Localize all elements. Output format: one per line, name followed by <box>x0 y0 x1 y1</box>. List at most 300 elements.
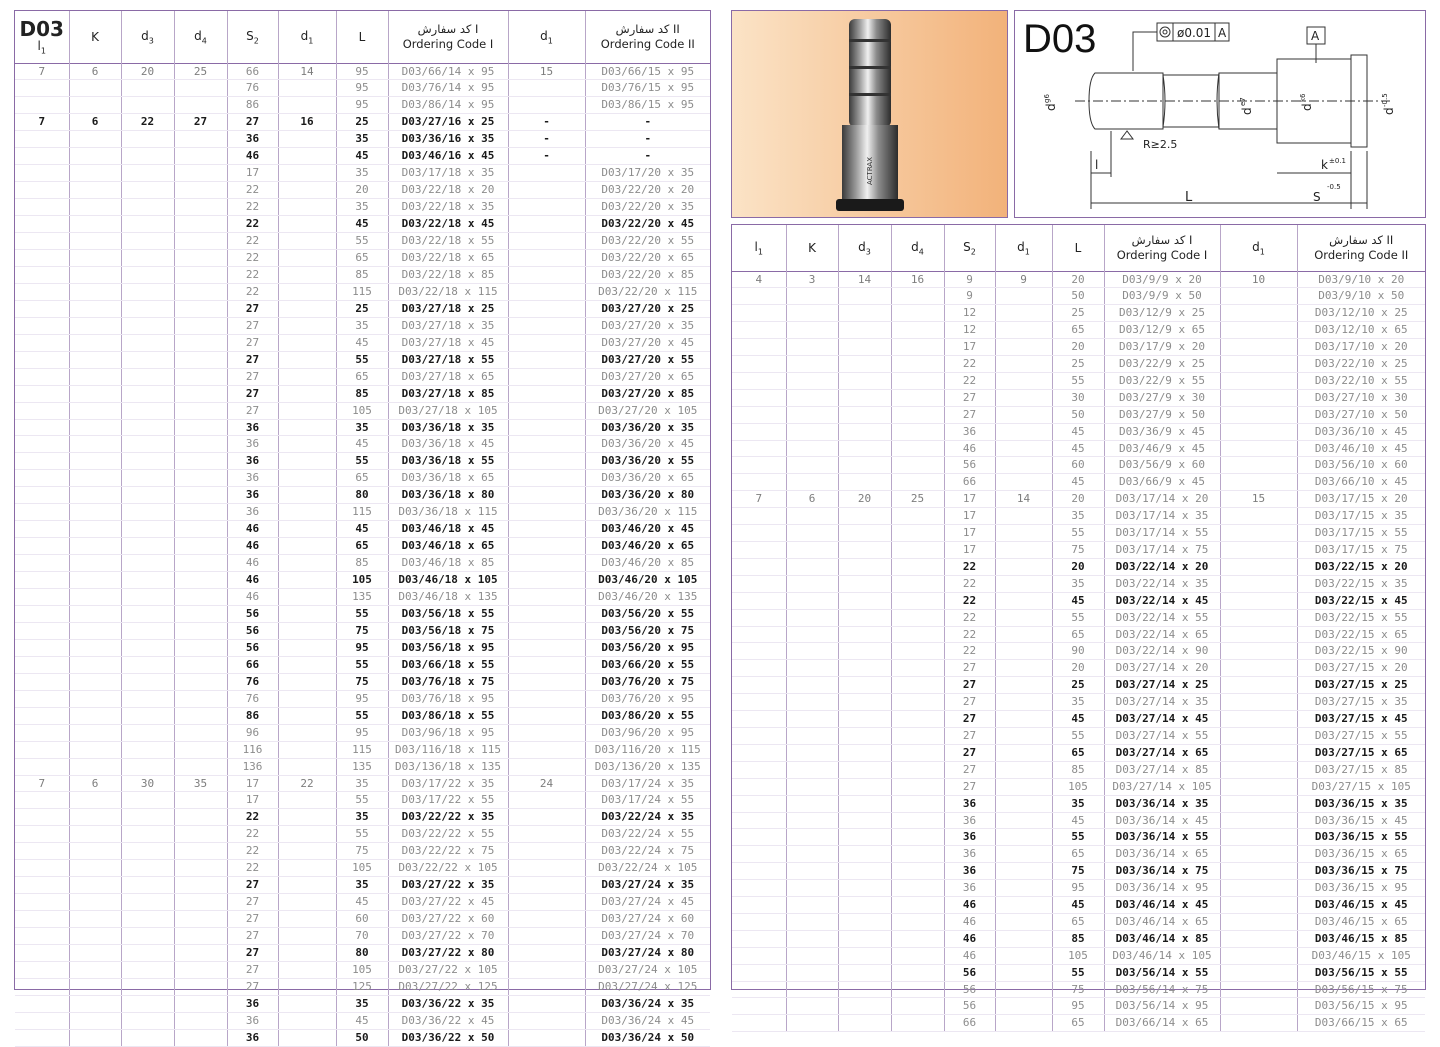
cell-k <box>786 897 838 914</box>
cell-code2: D03/27/24 x 60 <box>585 911 710 928</box>
cell-d3 <box>838 525 891 542</box>
cell-code1: D03/36/18 x 35 <box>388 419 508 436</box>
cell-code1: D03/12/9 x 25 <box>1104 305 1220 322</box>
table-row <box>732 744 1425 761</box>
cell-l1 <box>15 978 69 995</box>
cell-d4 <box>174 572 227 589</box>
cell-l: 65 <box>1052 1015 1104 1032</box>
table-row <box>732 981 1425 998</box>
table-row <box>732 964 1425 981</box>
L-dim: L <box>1185 190 1193 205</box>
cell-d1b <box>508 300 585 317</box>
cell-s2: 17 <box>227 775 278 792</box>
cell-s2: 36 <box>944 795 995 812</box>
cell-d1b <box>1220 592 1297 609</box>
cell-d1b <box>1220 356 1297 373</box>
cell-l: 25 <box>1052 677 1104 694</box>
d3-k6-sup: k6 <box>1299 93 1307 102</box>
cell-d1b <box>1220 609 1297 626</box>
cell-d3 <box>838 846 891 863</box>
cell-d1b <box>1220 322 1297 339</box>
cell-d1 <box>995 440 1052 457</box>
cell-s2: 36 <box>944 812 995 829</box>
cell-d1b <box>1220 829 1297 846</box>
cell-d3 <box>121 606 174 623</box>
cell-d3 <box>121 300 174 317</box>
cell-d3 <box>121 249 174 266</box>
cell-d3 <box>838 372 891 389</box>
cell-k <box>786 626 838 643</box>
cell-k: 6 <box>69 775 121 792</box>
table-row <box>15 792 710 809</box>
cell-d1 <box>278 707 336 724</box>
cell-l1 <box>15 690 69 707</box>
table-row <box>15 182 710 199</box>
cell-k: 6 <box>69 63 121 80</box>
table-row <box>15 894 710 911</box>
cell-s2: 46 <box>944 913 995 930</box>
cell-s2: 36 <box>227 419 278 436</box>
table-row <box>15 233 710 250</box>
cell-l: 95 <box>336 63 388 80</box>
cell-code2: D03/36/15 x 45 <box>1297 812 1425 829</box>
cell-code1: D03/22/14 x 45 <box>1104 592 1220 609</box>
table-row <box>15 148 710 165</box>
cell-k <box>786 542 838 559</box>
cell-d1b: - <box>508 148 585 165</box>
cell-l1 <box>15 385 69 402</box>
cell-d3 <box>838 947 891 964</box>
cell-d1 <box>278 317 336 334</box>
cell-d3 <box>121 131 174 148</box>
cell-code2: D03/27/15 x 65 <box>1297 744 1425 761</box>
cell-l1 <box>15 826 69 843</box>
cell-d4: 16 <box>891 271 944 288</box>
table-row <box>732 761 1425 778</box>
cell-l1 <box>15 589 69 606</box>
cell-k <box>69 741 121 758</box>
d3-label: d <box>858 239 866 254</box>
cell-l: 85 <box>336 266 388 283</box>
cell-l: 55 <box>336 453 388 470</box>
cell-code1: D03/116/18 x 115 <box>388 741 508 758</box>
cell-s2: 17 <box>944 339 995 356</box>
table-row <box>732 575 1425 592</box>
cell-l: 95 <box>1052 998 1104 1015</box>
cell-l: 95 <box>1052 880 1104 897</box>
cell-code2: D03/36/20 x 80 <box>585 487 710 504</box>
cell-d3 <box>838 778 891 795</box>
cell-l1 <box>15 894 69 911</box>
cell-d3 <box>121 538 174 555</box>
l1-label: l <box>754 239 758 254</box>
table-row <box>732 508 1425 525</box>
right-table-body <box>732 271 1425 1032</box>
cell-d1b <box>508 741 585 758</box>
cell-d1 <box>278 962 336 979</box>
s2-sub: 2 <box>253 35 259 45</box>
cell-s2: 22 <box>227 843 278 860</box>
cell-k <box>69 690 121 707</box>
cell-code1: D03/22/14 x 65 <box>1104 626 1220 643</box>
cell-d1 <box>995 389 1052 406</box>
cell-d4 <box>891 677 944 694</box>
cell-code1: D03/27/18 x 25 <box>388 300 508 317</box>
cell-l1 <box>732 406 786 423</box>
col-header-code2 <box>1297 225 1425 271</box>
cell-s2: 46 <box>944 440 995 457</box>
table-row <box>15 216 710 233</box>
cell-code2: D03/36/15 x 35 <box>1297 795 1425 812</box>
table-row <box>732 491 1425 508</box>
cell-l1 <box>15 80 69 97</box>
cell-d3 <box>121 283 174 300</box>
cell-d3 <box>838 930 891 947</box>
cell-d1 <box>278 199 336 216</box>
cell-code1: D03/36/18 x 115 <box>388 504 508 521</box>
cell-d1b <box>508 758 585 775</box>
cell-s2: 27 <box>227 911 278 928</box>
cell-d4 <box>891 305 944 322</box>
cell-l1 <box>15 453 69 470</box>
cell-l1 <box>15 266 69 283</box>
cell-d3 <box>838 643 891 660</box>
cell-s2: 46 <box>944 947 995 964</box>
d1-label: d <box>1017 239 1025 254</box>
table-row <box>732 677 1425 694</box>
table-row <box>15 843 710 860</box>
cell-l1 <box>732 829 786 846</box>
cell-d1 <box>278 249 336 266</box>
cell-d1 <box>995 761 1052 778</box>
cell-l: 125 <box>336 978 388 995</box>
cell-l: 55 <box>336 826 388 843</box>
cell-d1b <box>508 538 585 555</box>
cell-d1 <box>995 626 1052 643</box>
table-row <box>15 758 710 775</box>
cell-k <box>69 334 121 351</box>
cell-d3 <box>121 826 174 843</box>
cell-k <box>69 639 121 656</box>
cell-d4 <box>174 199 227 216</box>
cell-s2: 66 <box>944 474 995 491</box>
col-header-d1b <box>1220 225 1297 271</box>
cell-l: 70 <box>336 928 388 945</box>
cell-d1 <box>278 741 336 758</box>
d4-sup: -0.5 <box>1381 93 1389 107</box>
cell-d1b <box>508 351 585 368</box>
cell-l1 <box>15 606 69 623</box>
cell-l1: 4 <box>732 271 786 288</box>
cell-l: 55 <box>1052 609 1104 626</box>
cell-d1b: 10 <box>1220 271 1297 288</box>
cell-d1b <box>508 945 585 962</box>
cell-s2: 17 <box>944 525 995 542</box>
table-row <box>732 592 1425 609</box>
cell-s2: 22 <box>944 558 995 575</box>
cell-k: 6 <box>69 114 121 131</box>
col-header-d1b <box>508 11 585 63</box>
cell-d4 <box>891 863 944 880</box>
table-row <box>732 372 1425 389</box>
cell-d1 <box>995 609 1052 626</box>
left-header-row <box>15 11 710 63</box>
cell-k <box>69 487 121 504</box>
cell-l: 20 <box>336 182 388 199</box>
cell-code1: D03/36/22 x 35 <box>388 995 508 1012</box>
cell-l1 <box>732 812 786 829</box>
cell-d1 <box>995 575 1052 592</box>
cell-l: 45 <box>336 334 388 351</box>
cell-d1 <box>995 947 1052 964</box>
cell-d1: 9 <box>995 271 1052 288</box>
cell-d1b <box>508 707 585 724</box>
cell-d1b <box>508 368 585 385</box>
cell-d4 <box>174 555 227 572</box>
cell-d1 <box>278 233 336 250</box>
cell-l1 <box>732 981 786 998</box>
cell-k <box>786 372 838 389</box>
cell-d1 <box>995 339 1052 356</box>
cell-l: 45 <box>336 148 388 165</box>
cell-d1b: 15 <box>1220 491 1297 508</box>
cell-l: 85 <box>336 385 388 402</box>
cell-d4 <box>174 487 227 504</box>
cell-code1: D03/36/14 x 55 <box>1104 829 1220 846</box>
cell-d3 <box>838 795 891 812</box>
cell-l: 60 <box>1052 457 1104 474</box>
cell-code1: D03/46/9 x 45 <box>1104 440 1220 457</box>
cell-d1 <box>278 826 336 843</box>
table-row <box>15 487 710 504</box>
cell-d3 <box>121 589 174 606</box>
col-header-l1 <box>732 225 786 271</box>
table-row <box>15 877 710 894</box>
cell-code2: D03/27/24 x 80 <box>585 945 710 962</box>
d-g6-sup: g6 <box>1043 94 1051 103</box>
cell-code2: D03/27/20 x 35 <box>585 317 710 334</box>
cell-k <box>69 995 121 1012</box>
cell-code1: D03/27/18 x 85 <box>388 385 508 402</box>
cell-code1: D03/22/22 x 75 <box>388 843 508 860</box>
cell-l1 <box>732 913 786 930</box>
cell-code2: D03/46/15 x 65 <box>1297 913 1425 930</box>
cell-d1b <box>1220 558 1297 575</box>
cell-l: 35 <box>336 131 388 148</box>
table-row <box>732 609 1425 626</box>
table-row <box>732 812 1425 829</box>
cell-l: 20 <box>1052 660 1104 677</box>
cell-d4 <box>891 592 944 609</box>
cell-code1: D03/36/18 x 45 <box>388 436 508 453</box>
cell-k <box>69 233 121 250</box>
cell-code1: D03/56/14 x 95 <box>1104 998 1220 1015</box>
table-row <box>15 775 710 792</box>
cell-code1: D03/22/14 x 20 <box>1104 558 1220 575</box>
cell-k <box>69 453 121 470</box>
cell-l: 55 <box>336 656 388 673</box>
cell-s2: 27 <box>944 727 995 744</box>
d3-label: d <box>141 28 149 43</box>
cell-d3 <box>121 419 174 436</box>
cell-d1b <box>508 673 585 690</box>
cell-code2: D03/22/24 x 105 <box>585 860 710 877</box>
cell-code1: D03/27/14 x 55 <box>1104 727 1220 744</box>
cell-code1: D03/27/9 x 50 <box>1104 406 1220 423</box>
left-table-body <box>15 63 710 1046</box>
code2-fa: کد سفارش II <box>1329 232 1394 247</box>
cell-d1b <box>508 606 585 623</box>
cell-d4 <box>891 964 944 981</box>
cell-d4 <box>174 877 227 894</box>
cell-d3 <box>838 744 891 761</box>
cell-s2: 46 <box>944 897 995 914</box>
cell-code1: D03/136/18 x 135 <box>388 758 508 775</box>
cell-d4 <box>891 880 944 897</box>
cell-l1 <box>15 249 69 266</box>
cell-l1 <box>732 643 786 660</box>
cell-d1b <box>508 385 585 402</box>
cell-code1: D03/96/18 x 95 <box>388 724 508 741</box>
cell-d1b <box>508 809 585 826</box>
cell-code2: D03/27/24 x 45 <box>585 894 710 911</box>
cell-code2: D03/22/20 x 115 <box>585 283 710 300</box>
table-row <box>15 300 710 317</box>
cell-code1: D03/36/16 x 35 <box>388 131 508 148</box>
cell-k <box>69 962 121 979</box>
cell-d1b <box>508 860 585 877</box>
cell-l1 <box>732 947 786 964</box>
table-row <box>15 504 710 521</box>
cell-code2: D03/22/15 x 35 <box>1297 575 1425 592</box>
cell-code1: D03/22/14 x 90 <box>1104 643 1220 660</box>
cell-d1b <box>508 826 585 843</box>
cell-d1 <box>278 911 336 928</box>
table-row <box>732 558 1425 575</box>
cell-d4 <box>891 288 944 305</box>
table-row <box>732 930 1425 947</box>
cell-d1 <box>995 542 1052 559</box>
cell-code2: D03/22/20 x 55 <box>585 233 710 250</box>
cell-d1 <box>278 673 336 690</box>
table-row <box>732 694 1425 711</box>
cell-code2: D03/22/15 x 55 <box>1297 609 1425 626</box>
cell-code2: D03/66/10 x 45 <box>1297 474 1425 491</box>
cell-d1b <box>1220 846 1297 863</box>
cell-l1 <box>732 795 786 812</box>
cell-s2: 17 <box>944 508 995 525</box>
cell-l1 <box>732 880 786 897</box>
cell-l: 35 <box>1052 575 1104 592</box>
cell-d4 <box>174 266 227 283</box>
cell-k <box>69 724 121 741</box>
cell-d4 <box>174 504 227 521</box>
cell-l1 <box>732 1015 786 1032</box>
cell-d4 <box>891 525 944 542</box>
cell-code1: D03/46/14 x 65 <box>1104 913 1220 930</box>
d4-sub: 4 <box>201 35 207 45</box>
cell-code2: D03/56/15 x 55 <box>1297 964 1425 981</box>
cell-code1: D03/76/18 x 75 <box>388 673 508 690</box>
cell-d1 <box>278 589 336 606</box>
cell-code2: D03/36/15 x 75 <box>1297 863 1425 880</box>
cell-d1b <box>508 521 585 538</box>
cell-d3 <box>121 877 174 894</box>
cell-d3 <box>121 690 174 707</box>
cell-k <box>69 199 121 216</box>
cell-k <box>786 339 838 356</box>
cell-d4 <box>891 1015 944 1032</box>
table-row <box>15 826 710 843</box>
cell-d1b <box>508 589 585 606</box>
cell-code2: D03/27/10 x 30 <box>1297 389 1425 406</box>
cell-l: 50 <box>1052 288 1104 305</box>
d3-sub: 3 <box>148 35 154 45</box>
cell-d1b <box>508 995 585 1012</box>
table-row <box>732 474 1425 491</box>
cell-d1b <box>508 402 585 419</box>
cell-code2: D03/22/24 x 35 <box>585 809 710 826</box>
cell-l: 35 <box>336 317 388 334</box>
cell-d1b <box>508 843 585 860</box>
cell-code2: D03/36/20 x 45 <box>585 436 710 453</box>
cell-code1: D03/22/22 x 105 <box>388 860 508 877</box>
cell-s2: 22 <box>227 266 278 283</box>
cell-code2: D03/86/20 x 55 <box>585 707 710 724</box>
cell-s2: 36 <box>944 423 995 440</box>
cell-l1 <box>15 165 69 182</box>
cell-k <box>786 711 838 728</box>
cell-d3 <box>121 216 174 233</box>
cell-s2: 36 <box>944 846 995 863</box>
code2-en: Ordering Code II <box>600 36 695 51</box>
cell-l1 <box>15 131 69 148</box>
cell-s2: 36 <box>227 487 278 504</box>
code1-fa: کد سفارش I <box>1131 232 1193 247</box>
cell-k: 6 <box>786 491 838 508</box>
cell-code2: D03/36/15 x 95 <box>1297 880 1425 897</box>
cell-l1 <box>732 525 786 542</box>
cell-d1 <box>995 423 1052 440</box>
cell-code2: D03/66/20 x 55 <box>585 656 710 673</box>
cell-code2: D03/46/20 x 85 <box>585 555 710 572</box>
cell-s2: 46 <box>227 538 278 555</box>
table-row <box>15 707 710 724</box>
cell-d1b <box>1220 694 1297 711</box>
cell-d1b <box>1220 863 1297 880</box>
cell-d4 <box>891 727 944 744</box>
cell-l1 <box>732 660 786 677</box>
table-row <box>732 356 1425 373</box>
cell-d4 <box>174 419 227 436</box>
cell-d4 <box>891 795 944 812</box>
cell-d1b <box>1220 660 1297 677</box>
cell-s2: 27 <box>227 402 278 419</box>
cell-l1 <box>15 521 69 538</box>
cell-code2: D03/22/20 x 20 <box>585 182 710 199</box>
cell-d1 <box>995 677 1052 694</box>
cell-d4 <box>891 474 944 491</box>
cell-l: 30 <box>1052 389 1104 406</box>
cell-s2: 66 <box>227 656 278 673</box>
cell-s2: 36 <box>944 880 995 897</box>
cell-l1 <box>732 288 786 305</box>
cell-d4 <box>891 609 944 626</box>
cell-d3 <box>121 622 174 639</box>
code1-en: Ordering Code I <box>402 36 494 51</box>
cell-d3 <box>121 402 174 419</box>
cell-d1 <box>995 1015 1052 1032</box>
